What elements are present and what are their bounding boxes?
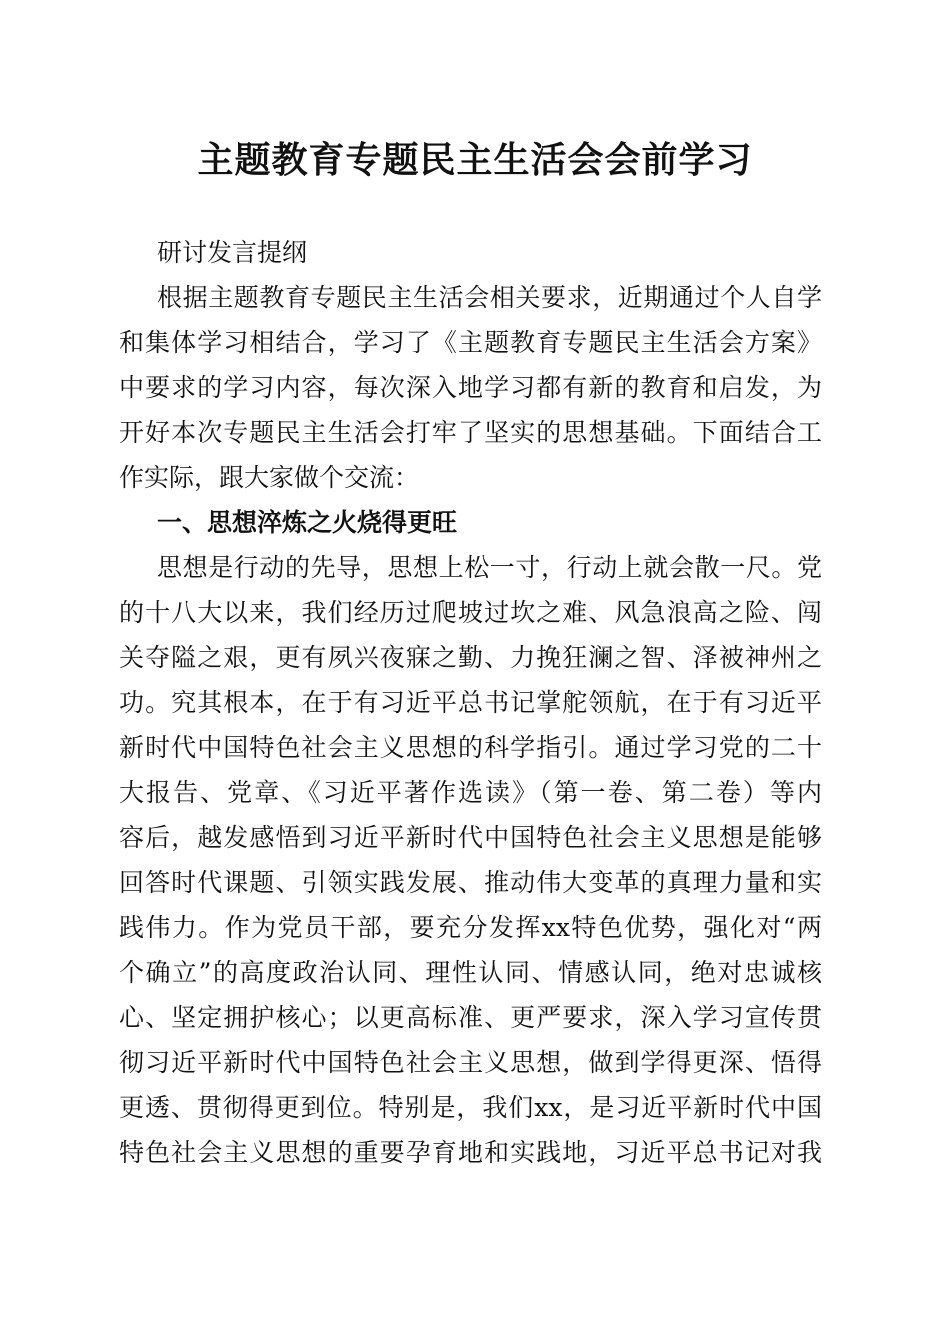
subtitle: 研讨发言提纲 [157,238,308,267]
document-title: 主题教育专题民主生活会会前学习 [197,139,753,181]
paragraph-line: 关夺隘之艰，更有夙兴夜寐之勤、力挽狂澜之智、泽被神州之 [119,643,822,672]
paragraph-line: 更透、贯彻得更到位。特别是，我们xx，是习近平新时代中国 [119,1093,822,1122]
paragraph-line: 根据主题教育专题民主生活会相关要求，近期通过个人自学 [157,283,822,312]
paragraph-line: 开好本次专题民主生活会打牢了坚实的思想基础。下面结合工 [119,418,822,447]
paragraph-line: 中要求的学习内容，每次深入地学习都有新的教育和启发，为 [119,373,822,402]
paragraph-line: 彻习近平新时代中国特色社会主义思想，做到学得更深、悟得 [119,1048,822,1077]
paragraph-line: 回答时代课题、引领实践发展、推动伟大变革的真理力量和实 [119,868,822,897]
paragraph-line: 和集体学习相结合，学习了《主题教育专题民主生活会方案》 [119,328,822,357]
paragraph-line: 大报告、党章、《习近平著作选读》（第一卷、第二卷）等内 [119,778,822,807]
paragraph-line: 新时代中国特色社会主义思想的科学指引。通过学习党的二十 [119,733,822,762]
paragraph-line: 践伟力。作为党员干部，要充分发挥xx特色优势，强化对“两 [119,913,822,942]
paragraph-line: 的十八大以来，我们经历过爬坡过坎之难、风急浪高之险、闯 [119,598,822,627]
paragraph-line: 特色社会主义思想的重要孕育地和实践地，习近平总书记对我 [119,1138,822,1167]
paragraph-line: 个确立”的高度政治认同、理性认同、情感认同，绝对忠诚核 [119,958,822,987]
paragraph-line: 思想是行动的先导，思想上松一寸，行动上就会散一尺。党 [157,553,822,582]
paragraph-line: 心、坚定拥护核心；以更高标准、更严要求，深入学习宣传贯 [119,1003,822,1032]
paragraph-line: 容后，越发感悟到习近平新时代中国特色社会主义思想是能够 [119,823,822,852]
paragraph-line: 功。究其根本，在于有习近平总书记掌舵领航，在于有习近平 [119,688,822,717]
paragraph-line: 作实际，跟大家做个交流： [119,463,420,492]
document-body [119,230,822,1175]
section-heading: 一、思想淬炼之火烧得更旺 [157,508,458,537]
